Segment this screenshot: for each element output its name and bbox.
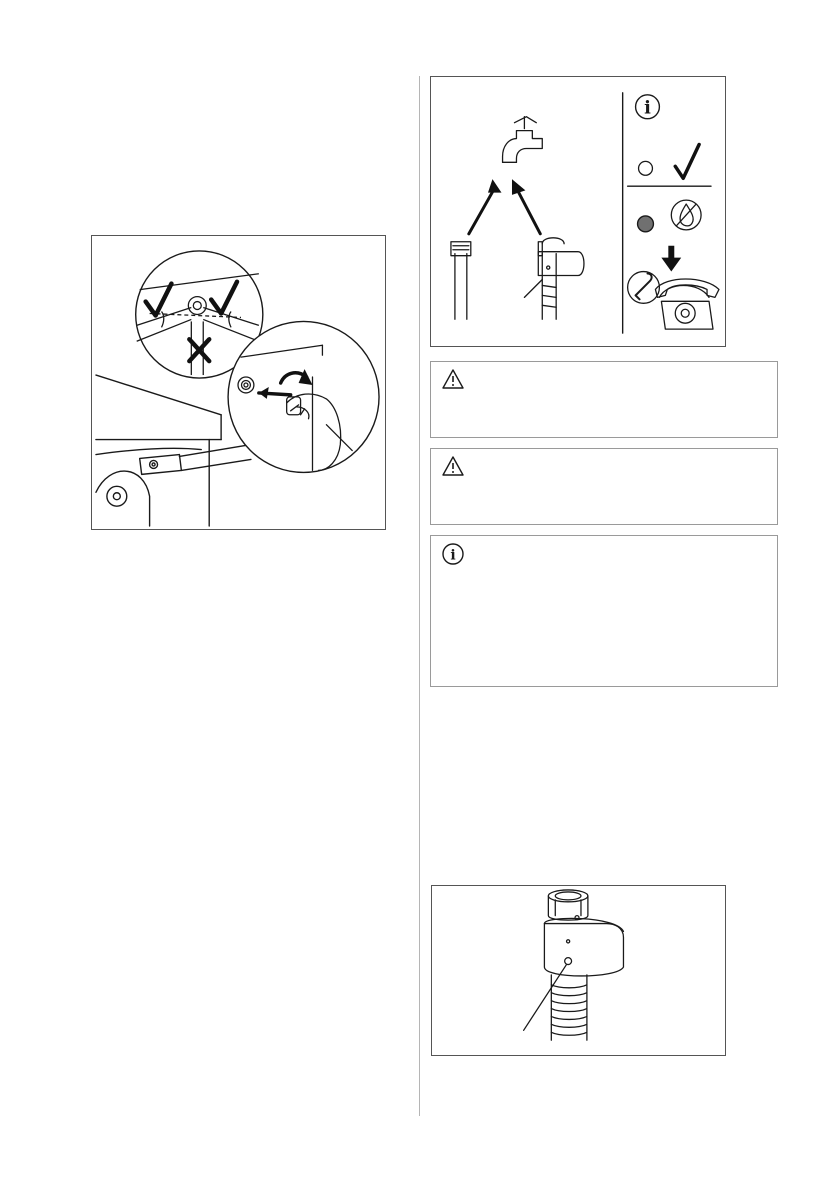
svg-text:i: i [644,97,651,119]
warning-note-1 [430,361,778,438]
water-drop-icon [671,200,701,230]
warning-note-2 [430,448,778,525]
inlet-magnified-detail [228,321,379,472]
hose-coupling-icon [432,886,725,1055]
info-icon [441,542,465,566]
arrow-down-icon [661,246,681,272]
elbow-installation-illustration [92,236,385,529]
column-divider [419,76,420,1116]
filled-circle-icon [638,216,654,232]
telephone-icon [655,279,719,329]
svg-text:i: i [450,547,456,564]
hose-indicator-figure [431,885,726,1056]
warning-triangle-icon [441,368,465,390]
elbow-installation-figure [91,235,386,530]
tap-icon [503,117,543,163]
warning-triangle-icon [441,455,465,477]
info-note [430,535,778,687]
tap-connection-illustration [431,77,725,346]
info-icon [636,95,660,119]
check-icon [675,144,699,178]
open-circle-icon [639,161,653,175]
tap-connection-figure [430,76,726,347]
